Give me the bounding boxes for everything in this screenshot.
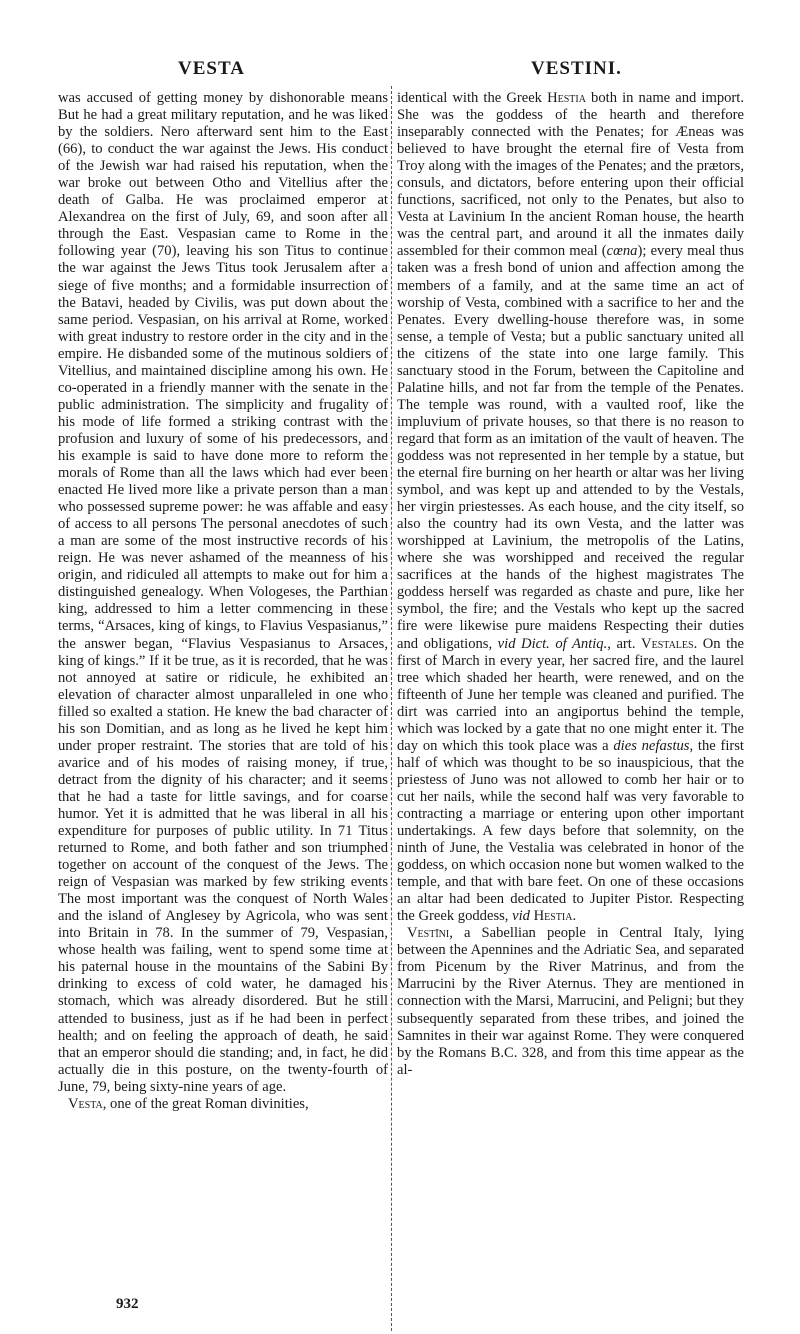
- vesta-entry-continuation: [397, 90, 744, 925]
- vesta-entry: [58, 1096, 388, 1113]
- latin-term-coena: cœna: [606, 243, 638, 260]
- vespasian-entry-continuation: was accused of getting money by dishonorable means But he had a great military reputation, and he was liked by the soldiers. Nero afterward sent him to the East (66), to conduct the war against the Jews. His conduct of the Jewish war had raised his reputation, when the war broke out between Otho and Vitellius after the death of Galba. He was proclaimed emperor at Alexandrea on the first of July, 69, and soon after all through the East. Vespasian came to Rome in the following year (70), leaving his son Titus to continue the war against the Jews Titus took Jerusalem after a siege of five months; and a formidable insurrection of the Batavi, headed by Civilis, was put down about the same period. Vespasian, on his arrival at Rome, worked with great industry to restore order in the city and in the empire. He disbanded some of the mutinous soldiers of Vitellius, and maintained discipline among his own. He co-operated in a friendly manner with the senate in the public administration. The simplicity and frugality of his mode of life formed a striking contrast with the profusion and luxury of some of his predecessors, and his example is said to have done more to reform the morals of Rome than all the laws which had ever been enacted He lived more like a private person than a man who possessed supreme power: he was affable and easy of access to all persons The personal anecdotes of such a man are some of the most instructive records of his reign. He was never ashamed of the meanness of his origin, and ridiculed all attempts to make out for him a distinguished genealogy. When Vologeses, the Parthian king, addressed to him a letter commencing in these terms, “Arsaces, king of kings, to Flavius Vespasianus,” the answer began, “Flavius Vespasianus to Arsaces, king of kings.” If it be true, as it is recorded, that he was not annoyed at satire or ridicule, he exhibited an elevation of character almost unparalleled in one who filled so exalted a station. He knew the bad character of his son Domitian, and as long as he lived he kept him under proper restraint. The stories that are told of his avarice and of his modes of raising money, if true, detract from the dignity of his character; and it seems that he had a taste for little savings, and for coarse humor. Yet it is admitted that he was liberal in all his expenditure for purposes of public utility. In 71 Titus returned to Rome, and both father and son triumphed together on account of the conquest of the Jews. The reign of Vespasian was marked by few striking events The most important was the conquest of North Wales and the island of Anglesey by Agricola, who was sent into Britain in 78. In the summer of 79, Vespasian, whose health was failing, went to spend some time at his paternal house in the mountains of the Sabini By drinking to excess of cold water, he damaged his stomach, which was already disordered. But he still attended to business, just as if he had been in perfect health; and on feeling the approach of death, he said that an emperor should die standing; and, in fact, he did actually die in this posture, on the twenty-fourth of June, 79, being sixty-nine years of age.: [58, 90, 388, 1095]
- reference-vid: vid: [512, 908, 530, 925]
- text-run: .: [572, 908, 577, 925]
- text-run: , the first half of which was thought to be so inauspicious, that the priestess of Juno was not allowed to comb her hair or to cut her nails, while the second half was very favorable to contracting a marriage or entering upon other important undertakings. A few days before that solemnity, on the ninth of June, the Vestalia was celebrated in honor of the goddess, on which occasion none but women walked to the temple, and that with bare feet. On one of these occasions an altar had been dedicated to Jupiter Pistor. Respecting the Greek goddess,: [397, 737, 744, 925]
- running-head-right: VESTINI.: [531, 58, 622, 79]
- vesta-entry-text: one of the great Roman divinities,: [106, 1095, 309, 1112]
- latin-term-dies-nefastus: dies nefastus: [613, 737, 690, 754]
- entry-headword-vesta: Vesta,: [68, 1095, 107, 1112]
- right-column: [397, 90, 744, 1295]
- page-number: 932: [116, 1296, 139, 1312]
- cross-ref-hestia: Hestia: [547, 90, 586, 106]
- text-run: , art.: [607, 635, 642, 652]
- running-head-left: VESTA: [178, 58, 245, 79]
- vestini-entry-text: , a Sabellian people in Central Italy, lying between the Apennines and the Adriatic Sea, and separated from Picenum by the River Matrinus, and from the Marrucini by the River Aternus. They are mentioned in connection with the Marsi, Marrucini, and Peligni; but they subsequently separated from these tribes, and joined the Samnites in their war against Rome. They were conquered by the Romans B.C. 328, and from this time appear as the al-: [397, 925, 744, 1078]
- vestini-entry: [397, 925, 744, 1078]
- text-run: identical with the Greek: [397, 90, 548, 106]
- left-column: [58, 90, 388, 1295]
- cross-ref-vestales: Vestales: [641, 635, 694, 652]
- column-divider: [391, 86, 392, 1331]
- text-run: both in name and import. She was the goddess of the hearth and therefore inseparably connected with the Penates; for Æneas was believed to have brought the eternal fire of Vesta from Troy along with the images of the Penates; and the prætors, consuls, and dictators, before entering upon their official functions, sacrificed, not only to the Penates, but also to Vesta at Lavinium In the ancient Roman house, the hearth was the central part, and around it all the inmates daily assembled for their common meal (: [397, 90, 744, 260]
- reference-dict-antiq: vid Dict. of Antiq.: [497, 635, 608, 652]
- cross-ref-hestia-2: Hestia: [529, 908, 573, 925]
- entry-headword-vestini: Vestīni: [407, 925, 450, 942]
- text-run: ); every meal thus taken was a fresh bond of union and affection among the members of a family, and at the same time an act of worship of Vesta, combined with a sacrifice to her and the Penates. Every dwelling-house therefore was, in some sense, a temple of Vesta; but a public sanctuary united all the citizens of the state into one large family. This sanctuary stood in the Forum, between the Capitoline and Palatine hills, and not far from the temple of the Penates. The temple was round, with a vaulted roof, like the impluvium of private houses, so that there is no reason to regard that form as an imitation of the vault of heaven. The goddess was not represented in her temple by a statue, but the eternal fire burning on her hearth or altar was her living symbol, and was kept up and attended to by the Vestals, her virgin priestesses. As each house, and the city itself, so also the country had its own Vesta, and the latter was worshipped at Lavinium, the metropolis of the Latins, where she was worshipped and received the regular sacrifices at the hands of the highest magistrates The goddess herself was regarded as chaste and pure, like her symbol, the fire; and the Vestals who kept up the sacred fire were likewise pure maidens Respecting their duties and obligations,: [397, 243, 744, 652]
- text-run: . On the first of March in every year, her sacred fire, and the laurel tree which shaded her hearth, were renewed, and on the fifteenth of June her temple was cleaned and purified. The dirt was carried into an angiportus behind the temple, which was locked by a gate that no one might enter it. The day on which this took place was a: [397, 635, 744, 754]
